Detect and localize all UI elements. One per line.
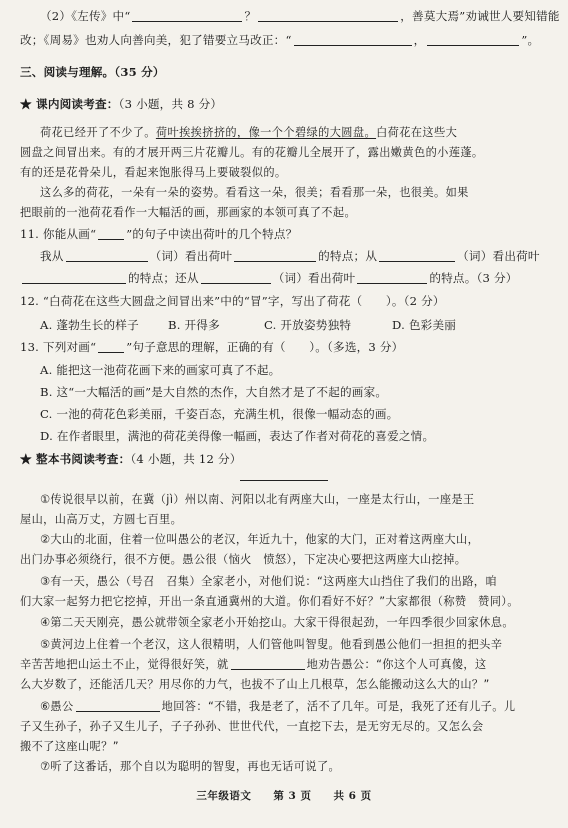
passage1-line: 把眼前的一池荷花看作一大幅活的画，那画家的本领可真了不起。	[20, 206, 357, 219]
star-icon: ★	[20, 452, 32, 466]
q13-stem	[20, 339, 403, 355]
passage2-line: ③有一天，愚公（号召 召集）全家老小，对他们说：“这两座大山挡住了我们的出路，咱	[40, 575, 497, 588]
answer-blank[interactable]	[132, 9, 242, 22]
part1-heading	[20, 96, 222, 112]
title-blank[interactable]	[240, 480, 328, 481]
q13-text: 13. 下列对画“	[20, 340, 97, 354]
q11-text: 我从	[40, 249, 64, 263]
q11-line-1	[40, 248, 540, 264]
passage-text: 白荷花在这些大	[376, 126, 458, 139]
q2-text: （2）《左传》中“	[40, 9, 131, 23]
q2-text: ”。	[521, 33, 540, 47]
q13-option-c[interactable]: C. 一池的荷花色彩美丽，千姿百态，充满生机，很像一幅动态的画。	[40, 407, 399, 421]
q2-line-2	[20, 32, 539, 48]
answer-blank[interactable]	[231, 657, 305, 670]
q11-text: 的特点；还从	[128, 271, 199, 285]
underlined-sentence: 荷叶挨挨挤挤的，像一个个碧绿的大圆盘。	[155, 126, 377, 139]
q11-stem	[20, 226, 297, 242]
q11-text: （词）看出荷叶	[149, 249, 233, 263]
answer-blank[interactable]	[379, 249, 455, 262]
q13-option-b[interactable]: B. 这“一大幅活的画”是大自然的杰作，大自然才是了不起的画家。	[40, 385, 388, 399]
q11-text: 11. 你能从画“	[20, 227, 97, 241]
part2-heading	[20, 451, 242, 467]
section-title: 三、阅读与理解。（35 分）	[20, 65, 165, 79]
q11-text: 的特点；从	[318, 249, 378, 263]
passage1-line	[40, 125, 457, 141]
answer-blank[interactable]	[76, 699, 160, 712]
part1-title: 课内阅读考查：	[36, 97, 119, 111]
answer-blank[interactable]	[234, 249, 316, 262]
passage-text: ⑥愚公	[40, 700, 74, 713]
passage2-line: 屋山，山高万丈，方圆七百里。	[20, 513, 183, 526]
mark-blank	[98, 227, 124, 240]
mark-blank	[98, 340, 124, 353]
q12-option-d[interactable]: D. 色彩美丽	[392, 318, 457, 332]
answer-blank[interactable]	[66, 249, 148, 262]
q12-option-a[interactable]: A. 蓬勃生长的样子	[40, 318, 139, 332]
passage-text: 辛苦苦地把山运土不止，觉得很好笑，就	[20, 658, 229, 671]
page-footer: 三年级语文 第 3 页 共 6 页	[196, 790, 372, 802]
passage2-line: 子又生孙子，孙子又生儿子，子子孙孙、世世代代，一直挖下去，是无穷无尽的。又怎么会	[20, 720, 484, 733]
q11-text: ”的句子中读出荷叶的几个特点？	[126, 227, 298, 241]
q11-text: （词）看出荷叶	[457, 249, 540, 263]
q12-option-b[interactable]: B. 开得多	[168, 318, 220, 332]
q2-text: ，	[413, 33, 426, 47]
passage2-line: 搬不了这座山呢？”	[20, 740, 119, 753]
passage2-line	[20, 657, 487, 673]
passage2-line: ①传说很早以前，在冀（jì）州以南、河阳以北有两座大山，一座是太行山，一座是王	[40, 493, 475, 506]
q12-stem: 12. “白荷花在这些大圆盘之间冒出来”中的“冒”字，写出了荷花（ ）。（2 分）	[20, 294, 445, 308]
passage2-line: ④第二天天刚亮，愚公就带领全家老小开始挖山。大家干得很起劲，一年四季很少回家休息。	[40, 616, 514, 629]
passage2-line: ⑦听了这番话，那个自以为聪明的智叟，再也无话可说了。	[40, 760, 341, 773]
q11-line-2	[20, 270, 518, 286]
passage-text: 荷花已经开了不少了。	[40, 126, 156, 139]
q13-option-a[interactable]: A. 能把这一池荷花画下来的画家可真了不起。	[40, 363, 281, 377]
q12-option-c[interactable]: C. 开放姿势独特	[264, 318, 352, 332]
passage2-line: 么大岁数了，还能活几天？用尽你的力气，也拔不了山上几根草，怎么能搬动这么大的山？”	[20, 678, 490, 691]
passage-text: 地回答：“不错，我是老了，活不了几年。可是，我死了还有儿子。儿	[161, 700, 516, 713]
part1-score: （3 小题，共 8 分）	[118, 97, 223, 111]
q11-text: 的特点。（3 分）	[429, 271, 518, 285]
q13-option-d[interactable]: D. 在作者眼里，满池的荷花美得像一幅画，表达了作者对荷花的喜爱之情。	[40, 429, 435, 443]
answer-blank[interactable]	[201, 271, 271, 284]
answer-blank[interactable]	[22, 271, 126, 284]
part2-score: （4 小题，共 12 分）	[130, 452, 242, 466]
q2-text: 改；《周易》也劝人向善向美，犯了错要立马改正：“	[20, 33, 292, 47]
passage2-line: 出门办事必须绕行，很不方便。愚公很（恼火 愤怒），下定决心要把这两座大山挖掉。	[20, 553, 467, 566]
answer-blank[interactable]	[357, 271, 427, 284]
passage1-line: 有的还是花骨朵儿，看起来饱胀得马上要破裂似的。	[20, 166, 287, 179]
q13-text: ”句子意思的理解，正确的有（ ）。（多选，3 分）	[126, 340, 404, 354]
passage2-line	[40, 699, 515, 715]
passage2-line: ⑤黄河边上住着一个老汉，这人很精明，人们管他叫智叟。他看到愚公他们一担担的把头辛	[40, 638, 503, 651]
part2-title: 整本书阅读考查：	[36, 452, 131, 466]
answer-blank[interactable]	[427, 33, 519, 46]
answer-blank[interactable]	[294, 33, 412, 46]
passage1-line: 圆盘之间冒出来。有的才展开两三片花瓣儿。有的花瓣儿全展开了，露出嫩黄色的小莲蓬。	[20, 146, 484, 159]
q2-line-1	[40, 8, 560, 24]
star-icon: ★	[20, 97, 32, 111]
passage2-line: ②大山的北面，住着一位叫愚公的老汉，年近九十，他家的大门，正对着这两座大山，	[40, 533, 480, 546]
q11-text: （词）看出荷叶	[272, 271, 356, 285]
answer-blank[interactable]	[258, 9, 398, 22]
q2-text: ，善莫大焉”劝诫世人要知错能	[400, 9, 560, 23]
passage2-line: 们大家一起努力把它挖掉，开出一条直通冀州的大道。你们看好不好？”大家都很（称赞 赞同）。	[20, 595, 519, 608]
q12-options	[40, 317, 456, 333]
passage-text: 地劝告愚公：“你这个人可真傻，这	[306, 658, 487, 671]
passage1-line: 这么多的荷花，一朵有一朵的姿势。看看这一朵，很美；看看那一朵，也很美。如果	[40, 186, 469, 199]
q2-text: ？	[244, 9, 257, 23]
